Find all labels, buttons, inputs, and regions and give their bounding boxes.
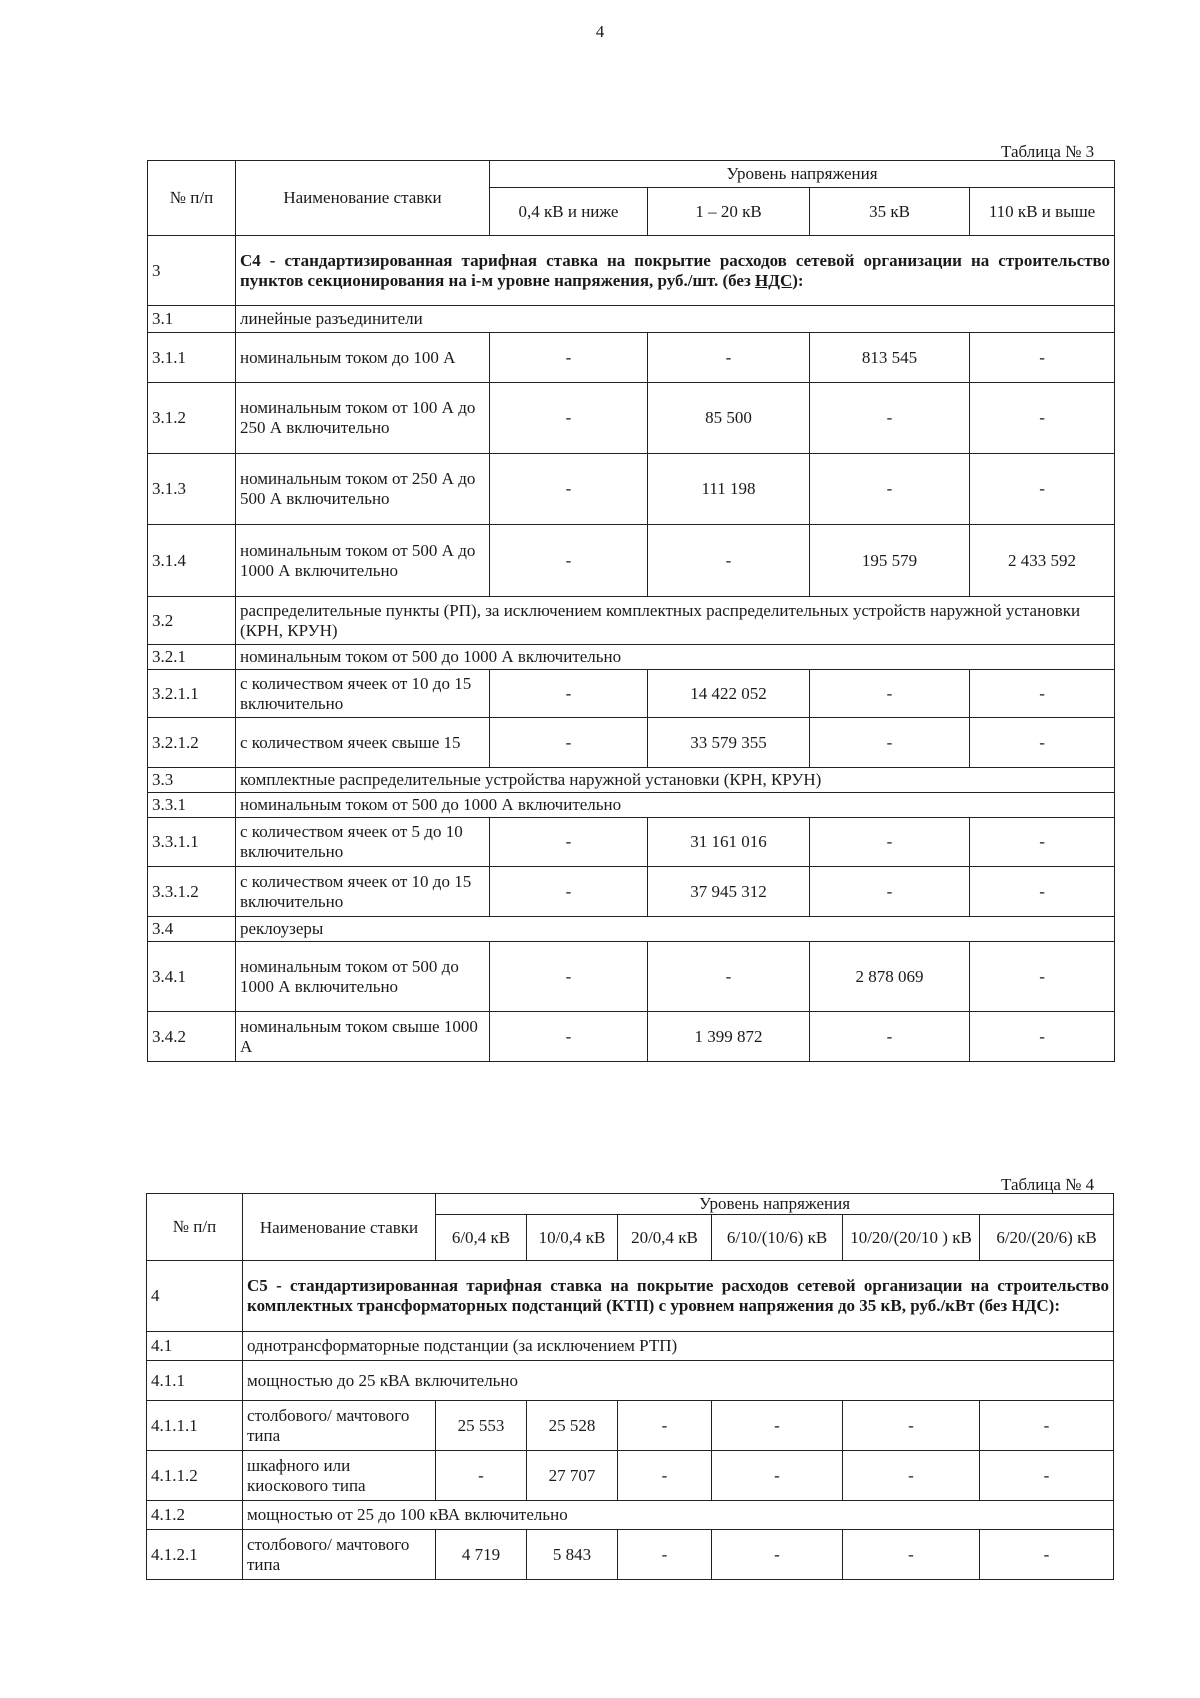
table3-level-header: 35 кВ xyxy=(810,188,970,236)
rate-name: шкафного или киоскового типа xyxy=(243,1451,436,1501)
row-number: 4.1.1.2 xyxy=(147,1451,243,1501)
rate-value: - xyxy=(490,383,648,454)
rate-value: 37 945 312 xyxy=(648,867,810,917)
row-number: 4.1.2 xyxy=(147,1501,243,1530)
table3-voltage-group-header: Уровень напряжения xyxy=(490,161,1115,188)
table3 xyxy=(147,160,1115,1062)
rate-value: - xyxy=(810,718,970,768)
rate-name: номинальным током от 500 А до 1000 А включительно xyxy=(236,525,490,597)
section-title: С5 - стандартизированная тарифная ставка на покрытие расходов сетевой организации на строительство комплектных трансформаторных подстанций (КТП) с уровнем напряжения до 35 кВ, руб./кВт (без НДС): xyxy=(243,1261,1114,1332)
rate-value: 31 161 016 xyxy=(648,818,810,867)
rate-name: с количеством ячеек от 5 до 10 включительно xyxy=(236,818,490,867)
rate-value: - xyxy=(970,867,1115,917)
rate-value: 2 878 069 xyxy=(810,942,970,1012)
table3-header-row xyxy=(148,161,1115,188)
table-row xyxy=(148,768,1115,793)
table4-level-header: 10/20/(20/10 ) кВ xyxy=(843,1215,980,1261)
rate-value: - xyxy=(970,718,1115,768)
table-row xyxy=(148,597,1115,645)
table-row xyxy=(148,818,1115,867)
table4-level-header: 6/10/(10/6) кВ xyxy=(712,1215,843,1261)
rate-name: с количеством ячеек от 10 до 15 включительно xyxy=(236,867,490,917)
row-number: 3.2 xyxy=(148,597,236,645)
rate-value: - xyxy=(436,1451,527,1501)
rate-value: - xyxy=(490,867,648,917)
row-number: 3.4.2 xyxy=(148,1012,236,1062)
rate-value: - xyxy=(810,670,970,718)
rate-value: - xyxy=(712,1401,843,1451)
rate-value: 33 579 355 xyxy=(648,718,810,768)
rate-name: номинальным током до 100 А xyxy=(236,333,490,383)
row-number: 3.1 xyxy=(148,306,236,333)
row-number: 3.1.4 xyxy=(148,525,236,597)
table-row xyxy=(148,525,1115,597)
row-number: 4 xyxy=(147,1261,243,1332)
rate-name: комплектные распределительные устройства наружной установки (КРН, КРУН) xyxy=(236,768,1115,793)
rate-value: - xyxy=(970,818,1115,867)
rate-value: - xyxy=(980,1530,1114,1580)
rate-value: - xyxy=(843,1451,980,1501)
rate-value: - xyxy=(810,383,970,454)
rate-name: мощностью до 25 кВА включительно xyxy=(243,1361,1114,1401)
row-number: 3.2.1 xyxy=(148,645,236,670)
table4-level-header: 10/0,4 кВ xyxy=(527,1215,618,1261)
table-row xyxy=(148,793,1115,818)
rate-value: - xyxy=(810,867,970,917)
table3-col-num-header: № п/п xyxy=(148,161,236,236)
row-number: 3.3 xyxy=(148,768,236,793)
row-number: 3.3.1.2 xyxy=(148,867,236,917)
rate-value: 111 198 xyxy=(648,454,810,525)
rate-value: - xyxy=(970,333,1115,383)
rate-value: 2 433 592 xyxy=(970,525,1115,597)
row-number: 3.1.2 xyxy=(148,383,236,454)
table3-section-row xyxy=(148,236,1115,306)
rate-name: номинальным током от 500 до 1000 А включительно xyxy=(236,645,1115,670)
rate-value: - xyxy=(810,454,970,525)
row-number: 3.1.3 xyxy=(148,454,236,525)
rate-value: - xyxy=(490,454,648,525)
row-number: 4.1.1.1 xyxy=(147,1401,243,1451)
table4-col-name-header: Наименование ставки xyxy=(243,1194,436,1261)
table3-level-header: 1 – 20 кВ xyxy=(648,188,810,236)
rate-value: - xyxy=(970,670,1115,718)
table-row xyxy=(147,1332,1114,1361)
table-row xyxy=(148,333,1115,383)
rate-value: - xyxy=(618,1401,712,1451)
row-number: 4.1.2.1 xyxy=(147,1530,243,1580)
rate-value: - xyxy=(490,525,648,597)
rate-value: - xyxy=(843,1530,980,1580)
row-number: 4.1 xyxy=(147,1332,243,1361)
rate-value: - xyxy=(490,670,648,718)
rate-value: - xyxy=(490,333,648,383)
table-row xyxy=(148,1012,1115,1062)
row-number: 3.3.1 xyxy=(148,793,236,818)
table-row xyxy=(148,383,1115,454)
table4-level-header: 20/0,4 кВ xyxy=(618,1215,712,1261)
rate-name: номинальным током от 250 А до 500 А включительно xyxy=(236,454,490,525)
rate-name: столбового/ мачтового типа xyxy=(243,1530,436,1580)
table4-voltage-group-header: Уровень напряжения xyxy=(436,1194,1114,1215)
table3-col-name-header: Наименование ставки xyxy=(236,161,490,236)
table3-level-header: 0,4 кВ и ниже xyxy=(490,188,648,236)
rate-value: - xyxy=(490,942,648,1012)
table-row xyxy=(148,306,1115,333)
row-number: 3.3.1.1 xyxy=(148,818,236,867)
table4-level-header: 6/20/(20/6) кВ xyxy=(980,1215,1114,1261)
section-title: С4 - стандартизированная тарифная ставка на покрытие расходов сетевой организации на строительство пунктов секционирования на i-м уровне напряжения, руб./шт. (без НДС): xyxy=(236,236,1115,306)
rate-value: - xyxy=(970,1012,1115,1062)
row-number: 3.1.1 xyxy=(148,333,236,383)
rate-name: с количеством ячеек от 10 до 15 включительно xyxy=(236,670,490,718)
rate-name: линейные разъединители xyxy=(236,306,1115,333)
row-number: 3 xyxy=(148,236,236,306)
rate-value: 25 553 xyxy=(436,1401,527,1451)
table-row xyxy=(147,1401,1114,1451)
rate-value: - xyxy=(712,1451,843,1501)
table4-level-header: 6/0,4 кВ xyxy=(436,1215,527,1261)
rate-value: 25 528 xyxy=(527,1401,618,1451)
rate-value: - xyxy=(648,525,810,597)
rate-value: - xyxy=(648,333,810,383)
rate-value: - xyxy=(843,1401,980,1451)
table3-level-header: 110 кВ и выше xyxy=(970,188,1115,236)
rate-value: - xyxy=(980,1451,1114,1501)
table4-caption: Таблица № 4 xyxy=(1001,1175,1095,1194)
rate-name: реклоузеры xyxy=(236,917,1115,942)
rate-name: мощностью от 25 до 100 кВА включительно xyxy=(243,1501,1114,1530)
rate-value: 14 422 052 xyxy=(648,670,810,718)
rate-value: - xyxy=(618,1530,712,1580)
rate-name: с количеством ячеек свыше 15 xyxy=(236,718,490,768)
rate-value: - xyxy=(970,942,1115,1012)
rate-value: - xyxy=(970,454,1115,525)
table-row xyxy=(147,1530,1114,1580)
rate-name: номинальным током свыше 1000 А xyxy=(236,1012,490,1062)
table4-col-num-header: № п/п xyxy=(147,1194,243,1261)
rate-name: распределительные пункты (РП), за исключением комплектных распределительных устройств наружной установки (КРН, КРУН) xyxy=(236,597,1115,645)
rate-value: 5 843 xyxy=(527,1530,618,1580)
rate-value: - xyxy=(490,718,648,768)
rate-name: номинальным током от 100 А до 250 А включительно xyxy=(236,383,490,454)
rate-value: 813 545 xyxy=(810,333,970,383)
row-number: 3.2.1.2 xyxy=(148,718,236,768)
rate-value: - xyxy=(618,1451,712,1501)
rate-value: 1 399 872 xyxy=(648,1012,810,1062)
rate-value: - xyxy=(810,818,970,867)
table3-caption: Таблица № 3 xyxy=(1001,142,1095,161)
rate-value: - xyxy=(810,1012,970,1062)
row-number: 4.1.1 xyxy=(147,1361,243,1401)
table4-section-row xyxy=(147,1261,1114,1332)
rate-name: столбового/ мачтового типа xyxy=(243,1401,436,1451)
rate-name: номинальным током от 500 до 1000 А включительно xyxy=(236,793,1115,818)
rate-value: - xyxy=(980,1401,1114,1451)
table-row xyxy=(148,454,1115,525)
rate-value: - xyxy=(712,1530,843,1580)
rate-value: - xyxy=(490,818,648,867)
rate-value: 4 719 xyxy=(436,1530,527,1580)
table-row xyxy=(148,867,1115,917)
table-row xyxy=(148,942,1115,1012)
rate-value: 27 707 xyxy=(527,1451,618,1501)
table-row xyxy=(147,1451,1114,1501)
page-number: 4 xyxy=(595,22,605,41)
rate-name: однотрансформаторные подстанции (за исключением РТП) xyxy=(243,1332,1114,1361)
table-row xyxy=(148,718,1115,768)
row-number: 3.4.1 xyxy=(148,942,236,1012)
rate-name: номинальным током от 500 до 1000 А включительно xyxy=(236,942,490,1012)
table-row xyxy=(148,670,1115,718)
table4 xyxy=(146,1193,1114,1580)
table-row xyxy=(148,917,1115,942)
rate-value: 85 500 xyxy=(648,383,810,454)
rate-value: - xyxy=(490,1012,648,1062)
table4-header-row xyxy=(147,1194,1114,1215)
table-row xyxy=(147,1361,1114,1401)
row-number: 3.2.1.1 xyxy=(148,670,236,718)
table-row xyxy=(148,645,1115,670)
table-row xyxy=(147,1501,1114,1530)
rate-value: - xyxy=(648,942,810,1012)
row-number: 3.4 xyxy=(148,917,236,942)
rate-value: - xyxy=(970,383,1115,454)
rate-value: 195 579 xyxy=(810,525,970,597)
